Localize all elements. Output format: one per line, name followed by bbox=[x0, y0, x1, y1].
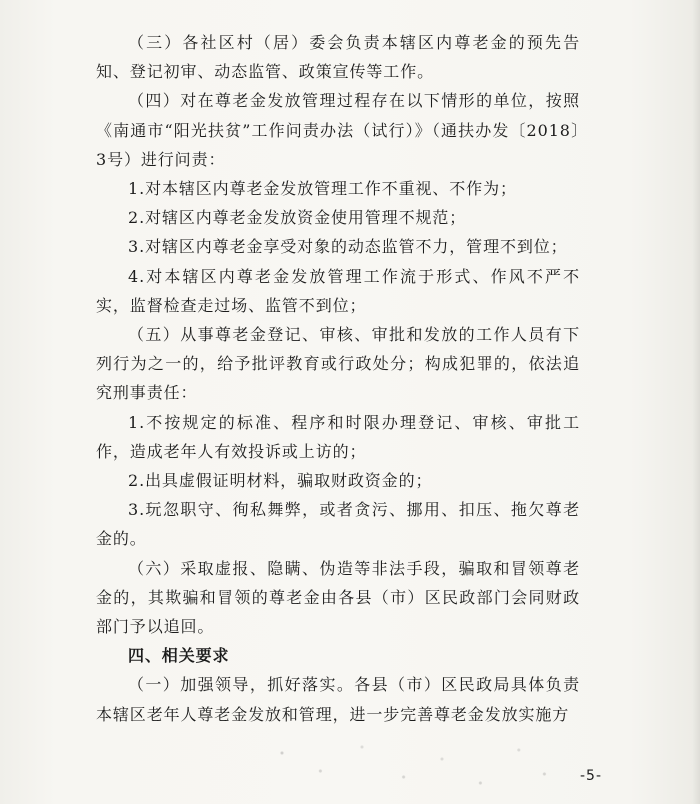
paragraph-staff-discipline: （五）从事尊老金登记、审核、审批和发放的工作人员有下列行为之一的，给予批评教育或行政处分；构成犯罪的，依法追究刑事责任： bbox=[96, 325, 580, 403]
accountability-item-3: 3.对辖区内尊老金享受对象的动态监管不力，管理不到位； bbox=[128, 237, 568, 257]
paragraph-accountability-intro: （四）对在尊老金发放管理过程存在以下情形的单位，按照《南通市“阳光扶贫”工作问责办法（试行）》（通扶办发〔2018〕3号）进行问责： bbox=[96, 91, 580, 169]
paragraph-community-duties: （三）各社区村（居）委会负责本辖区内尊老金的预先告知、登记初审、动态监管、政策宣传等工作。 bbox=[96, 33, 580, 82]
document-body bbox=[96, 28, 580, 729]
accountability-item-2: 2.对辖区内尊老金发放资金使用管理不规范； bbox=[128, 208, 467, 228]
page-edge-shadow bbox=[692, 0, 700, 804]
scan-noise bbox=[250, 735, 570, 795]
accountability-item-1: 1.对本辖区内尊老金发放管理工作不重视、不作为； bbox=[128, 179, 517, 199]
accountability-item-4: 4.对本辖区内尊老金发放管理工作流于形式、作风不严不实，监督检查走过场、监管不到位； bbox=[96, 266, 580, 315]
discipline-item-3: 3.玩忽职守、徇私舞弊，或者贪污、挪用、扣压、拖欠尊老金的。 bbox=[96, 500, 580, 549]
discipline-item-2: 2.出具虚假证明材料，骗取财政资金的； bbox=[128, 471, 433, 491]
page-number: -5- bbox=[579, 768, 602, 784]
discipline-item-1: 1.不按规定的标准、程序和时限办理登记、审核、审批工作，造成老年人有效投诉或上访的； bbox=[96, 412, 580, 461]
paragraph-fraud-recovery: （六）采取虚报、隐瞒、伪造等非法手段，骗取和冒领尊老金的，其欺骗和冒领的尊老金由各县（市）区民政部门会同财政部门予以追回。 bbox=[96, 558, 580, 637]
section-heading-requirements: 四、相关要求 bbox=[128, 646, 230, 666]
paragraph-leadership: （一）加强领导，抓好落实。各县（市）区民政局具体负责本辖区老年人尊老金发放和管理，进一步完善尊老金发放实施方 bbox=[96, 675, 580, 724]
